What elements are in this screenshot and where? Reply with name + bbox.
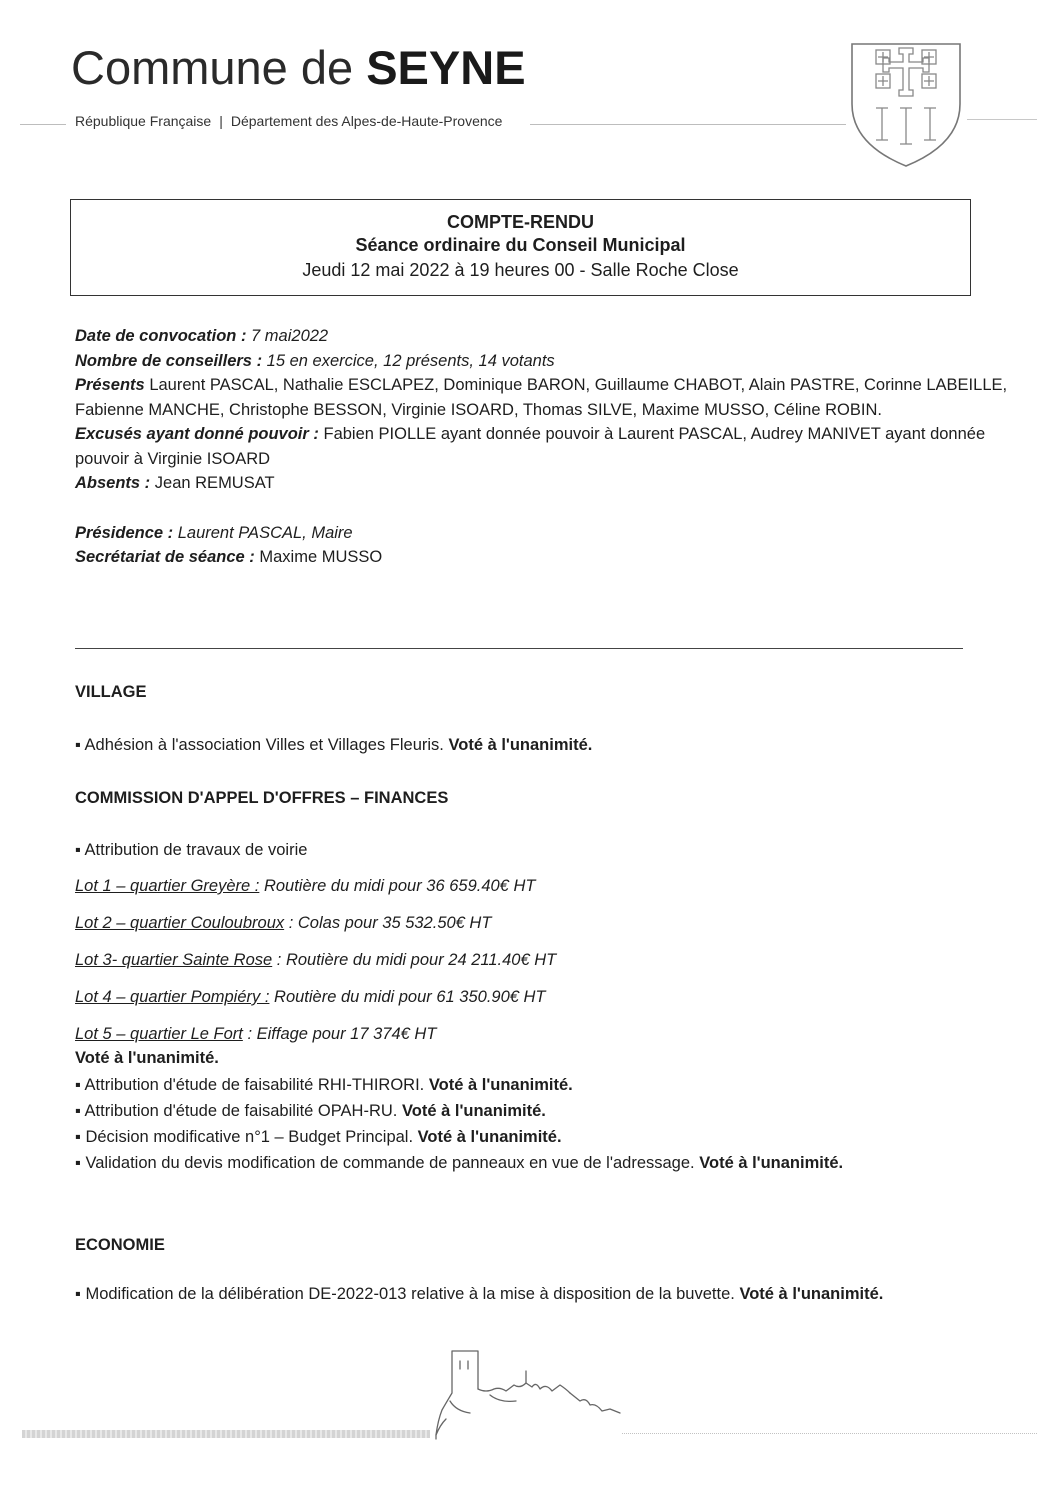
lots-vote: Voté à l'unanimité. bbox=[75, 1049, 219, 1067]
section-heading-village: VILLAGE bbox=[75, 683, 147, 701]
absents-line: Absents : Jean REMUSAT bbox=[75, 474, 275, 492]
lot-line: Lot 5 – quartier Le Fort : Eiffage pour 17 374€ HT bbox=[75, 1025, 437, 1043]
lot-line: Lot 1 – quartier Greyère : Routière du midi pour 36 659.40€ HT bbox=[75, 877, 536, 895]
list-item: ▪ Attribution de travaux de voirie bbox=[75, 841, 308, 859]
castle-sketch-icon bbox=[430, 1345, 630, 1440]
header-rule-left bbox=[20, 124, 66, 125]
footer-band bbox=[22, 1430, 430, 1438]
section-heading-economie: ECONOMIE bbox=[75, 1236, 165, 1254]
list-item: ▪ Attribution d'étude de faisabilité OPAH-RU. Voté à l'unanimité. bbox=[75, 1102, 546, 1120]
header-subtitle bbox=[75, 112, 502, 130]
list-item: ▪ Attribution d'étude de faisabilité RHI-THIRORI. Voté à l'unanimité. bbox=[75, 1076, 573, 1094]
list-item: ▪ Validation du devis modification de commande de panneaux en vue de l'adressage. Voté à l'unanimité. bbox=[75, 1154, 844, 1172]
secretariat-line: Secrétariat de séance : Maxime MUSSO bbox=[75, 548, 383, 566]
lot-line: Lot 2 – quartier Couloubroux : Colas pour 35 532.50€ HT bbox=[75, 914, 492, 932]
subtitle-separator: | bbox=[219, 113, 223, 129]
department-label: Département des Alpes-de-Haute-Provence bbox=[230, 113, 503, 129]
report-title: COMPTE-RENDU bbox=[447, 212, 594, 232]
presidence-line: Présidence : Laurent PASCAL, Maire bbox=[75, 523, 353, 542]
commune-prefix: Commune de bbox=[71, 41, 354, 94]
commune-title bbox=[71, 40, 526, 96]
republic-label: République Française bbox=[75, 113, 212, 129]
lot-line: Lot 3- quartier Sainte Rose : Routière du midi pour 24 211.40€ HT bbox=[75, 951, 557, 969]
presents-line: Présents Laurent PASCAL, Nathalie ESCLAPEZ, Dominique BARON, Guillaume CHABOT, Alain PASTRE, Corinne LABEILLE, Fabienne MANCHE, Christophe BESSON, Virginie ISOARD, Thomas SILVE, Maxime MUSSO, Céline ROBIN. bbox=[75, 376, 1008, 419]
list-item: ▪ Décision modificative n°1 – Budget Principal. Voté à l'unanimité. bbox=[75, 1128, 562, 1146]
session-date-place: Jeudi 12 mai 2022 à 19 heures 00 - Salle Roche Close bbox=[302, 260, 739, 280]
section-heading-cao-finances: COMMISSION D'APPEL D'OFFRES – FINANCES bbox=[75, 789, 449, 807]
session-info bbox=[75, 324, 1015, 570]
header-rule-right bbox=[530, 124, 846, 125]
list-item: ▪ Modification de la délibération DE-2022-013 relative à la mise à disposition de la buvette. Voté à l'unanimité. bbox=[75, 1285, 884, 1303]
list-item: ▪ Adhésion à l'association Villes et Villages Fleuris. Voté à l'unanimité. bbox=[75, 736, 593, 754]
convocation-line: Date de convocation : 7 mai2022 bbox=[75, 327, 329, 345]
lot-line: Lot 4 – quartier Pompiéry : Routière du midi pour 61 350.90€ HT bbox=[75, 988, 546, 1006]
excuses-line: Excusés ayant donné pouvoir : Fabien PIOLLE ayant donnée pouvoir à Laurent PASCAL, Audrey MANIVET ayant donnée pouvoir à Virginie ISOARD bbox=[75, 425, 986, 468]
coat-of-arms-cross-icon bbox=[846, 40, 966, 170]
session-title: Séance ordinaire du Conseil Municipal bbox=[355, 235, 686, 255]
header-rule-far bbox=[967, 119, 1037, 120]
title-box bbox=[70, 199, 971, 296]
footer-line bbox=[622, 1433, 1037, 1434]
conseillers-line: Nombre de conseillers : 15 en exercice, 12 présents, 14 votants bbox=[75, 351, 555, 370]
section-divider bbox=[75, 648, 963, 649]
commune-name: SEYNE bbox=[366, 41, 526, 94]
